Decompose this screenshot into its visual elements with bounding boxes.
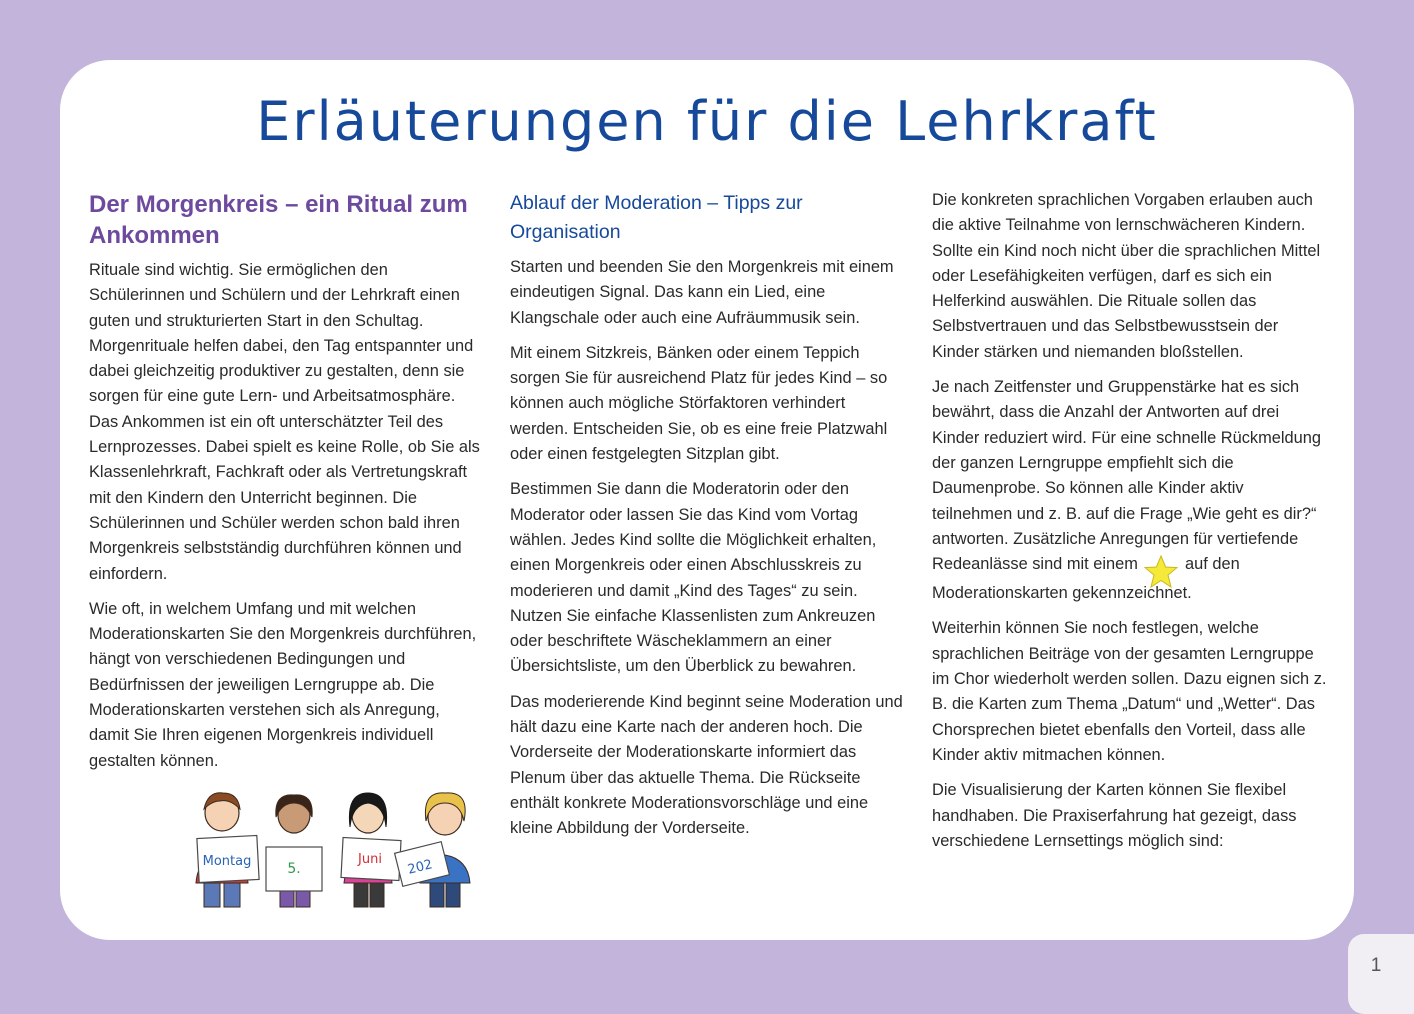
date-card-day xyxy=(197,835,259,882)
paragraph: Weiterhin können Sie noch festlegen, welche sprachlichen Beiträge von der gesamten Lerngruppe im Chor wiederholt werden sollen. Dazu eignen sich z. B. die Karten zum Thema „Datum“ und „Wetter“. Das Chorsprechen bietet ebenfalls den Vorteil, dass alle Kinder aktiv mitmachen können. xyxy=(932,619,1327,764)
paragraph: Die konkreten sprachlichen Vorgaben erlauben auch die aktive Teilnahme von lernschwächeren Kindern. Sollte ein Kind noch nicht über die sprachlichen Mittel oder Lesefähigkeiten verfügen, darf es sich ein Helferkind auswählen. Die Rituale sollen das Selbstvertrauen und das Selbstbewusstsein der Kinder stärken und niemanden bloßstellen. xyxy=(932,191,1321,361)
date-card-number xyxy=(266,847,322,891)
column-1 xyxy=(89,188,484,784)
paragraph: Die Visualisierung der Karten können Sie flexibel handhaben. Die Praxiserfahrung hat gezeigt, dass verschiedene Lernsettings möglich sind: xyxy=(932,781,1297,850)
children-holding-date-cards-illustration xyxy=(190,787,480,909)
column-3 xyxy=(932,188,1327,864)
paragraph xyxy=(932,375,1327,606)
paragraph: Bestimmen Sie dann die Moderatorin oder den Moderator oder lassen Sie das Kind vom Vortag wählen. Jedes Kind sollte die Möglichkeit erhalten, einen Morgenkreis oder einen Abschlusskreis zu moderieren und damit „Kind des Tages“ zu sein. Nutzen Sie einfache Klassenlisten zum Ankreuzen oder beschriftete Wäscheklammern an einer Übersichtsliste, um den Überblick zu bewahren. xyxy=(510,480,877,676)
date-card-month xyxy=(341,838,401,881)
date-card-year-label: 202 xyxy=(406,857,434,878)
paragraph: Rituale sind wichtig. Sie ermöglichen den Schülerinnen und Schülern und der Lehrkraft einen guten und strukturierten Start in den Schultag. Morgenrituale helfen dabei, den Tag entspannter und dabei gleichzeitig produktiver zu gestalten, denn sie sorgen für eine gute Lern- und Arbeitsatmosphäre. Das Ankommen ist ein oft unterschätzter Teil des Lernprozesses. Dabei spielt es keine Rolle, ob Sie als Klassenlehrkraft, Fachkraft oder als Vertretungskraft mit den Kindern den Unterricht beginnen. Die Schülerinnen und Schüler werden schon bald ihren Morgenkreis selbstständig durchführen können und einfordern. xyxy=(89,261,480,583)
paragraph: Mit einem Sitzkreis, Bänken oder einem Teppich sorgen Sie für ausreichend Platz für jedes Kind – so können auch mögliche Störfaktoren verhindert werden. Entscheiden Sie, ob es eine freie Platzwahl oder einen festgelegten Sitzplan gibt. xyxy=(510,343,888,464)
date-card-day-label: Montag xyxy=(202,854,252,869)
section-heading-ablauf: Ablauf der Moderation – Tipps zur Organisation xyxy=(510,192,803,243)
paragraph: Starten und beenden Sie den Morgenkreis mit einem eindeutigen Signal. Das kann ein Lied, eine Klangschale oder auch eine Aufräummusik sein. xyxy=(510,258,894,327)
page-title: Erläuterungen für die Lehrkraft xyxy=(256,90,1158,153)
page-number: 1 xyxy=(1370,955,1382,976)
paragraph-text: auf den Moderationskarten gekennzeichnet. xyxy=(932,555,1240,603)
paragraph: Wie oft, in welchem Umfang und mit welchen Moderationskarten Sie den Morgenkreis durchführen, hängt von verschiedenen Bedingungen und Bedürfnissen der jeweiligen Lerngruppe ab. Die Moderationskarten verstehen sich als Anregung, damit Sie Ihren eigenen Morgenkreis individuell gestalten können. xyxy=(89,599,477,770)
paragraph: Das moderierende Kind beginnt seine Moderation und hält dazu eine Karte nach der anderen hoch. Die Vorderseite der Moderationskarte informiert das Plenum über das aktuelle Thema. Die Rückseite enthält konkrete Moderationsvorschläge und eine kleine Abbildung der Vorderseite. xyxy=(510,692,903,838)
paragraph-text: Je nach Zeitfenster und Gruppenstärke hat es sich bewährt, dass die Anzahl der Antworten auf drei Kinder reduziert wird. Für eine schnelle Rückmeldung der ganzen Lerngruppe empfiehlt sich die Daumenprobe. So können alle Kinder aktiv teilnehmen und z. B. auf die Frage „Wie geht es dir?“ antworten. Zusätzliche Anregungen für vertiefende Redeanlässe sind mit einem xyxy=(932,378,1322,574)
column-2 xyxy=(510,188,908,852)
section-heading-morgenkreis: Der Morgenkreis – ein Ritual zum Ankommen xyxy=(89,191,468,249)
date-card-month-label: Juni xyxy=(358,852,382,867)
date-card-number-label: 5. xyxy=(287,861,301,877)
